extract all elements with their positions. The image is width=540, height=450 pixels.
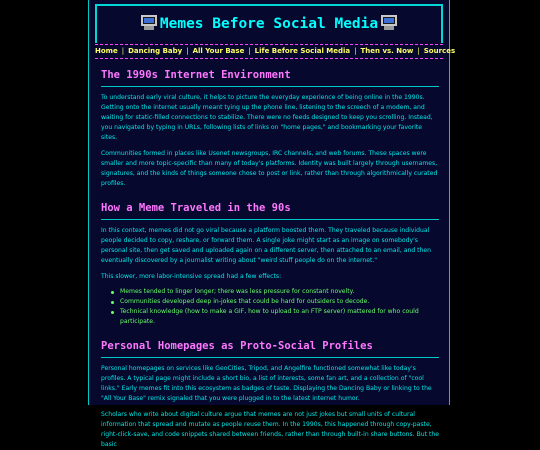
list-item: Communities developed deep in-jokes that could be hard for outsiders to decode. bbox=[120, 297, 439, 307]
list-item: Technical knowledge (how to make a GIF, how to upload to an FTP server) mattered for who could participate. bbox=[120, 307, 439, 327]
paragraph: In this context, memes did not go viral because a platform boosted them. They traveled because individual people decided to copy, reshare, or forward them. A single joke might start as an image on somebody's personal site, then get saved and uploaded again on a different server, then attached to an email, and then eventually discovered by a journalist writing about "weird stuff people do on the internet." bbox=[101, 227, 432, 264]
page-container bbox=[88, 0, 456, 448]
section-heading: Personal Homepages as Proto-Social Profiles bbox=[101, 337, 439, 358]
section-1990s-internet bbox=[101, 66, 439, 189]
site-title-text: Memes Before Social Media bbox=[159, 16, 379, 32]
paragraph: Communities formed in places like Usenet newsgroups, IRC channels, and web forums. These spaces were smaller and more topic-specific than many of today's platforms. Identity was built largely through usernames, signatures, and the kinds of things someone chose to post or link, rather than through algorithmically curated profiles. bbox=[101, 150, 438, 187]
nav-link-life-before-social-media[interactable]: Life Before Social Media bbox=[254, 47, 351, 55]
paragraph: To understand early viral culture, it helps to picture the everyday experience of being online in the 1990s. Getting onto the internet usually meant tying up the phone line, listening to the screech of a modem, and waiting for static-filled connections to stabilize. There were no feeds designed to keep you scrolling. Instead, you navigated by typing in URLs, following lists of links on "home pages," and bookmarking your favorite sites. bbox=[101, 94, 433, 141]
paragraph: Personal homepages on services like GeoCities, Tripod, and Angelfire functioned somewhat like today's profiles. A typical page might include a short bio, a list of interests, some fan art, and a collection of "cool links." Early memes fit into this ecosystem as badges of taste. Displaying the Dancing Baby or linking to the "All Your Base" remix signaled that you were plugged in to the latest internet humor. bbox=[101, 365, 432, 402]
site-title bbox=[97, 15, 441, 33]
main-content bbox=[101, 66, 439, 450]
nav-separator: | bbox=[417, 47, 420, 55]
nav-link-then-vs-now[interactable]: Then vs. Now bbox=[360, 47, 414, 55]
list-item: Memes tended to linger longer; there was less pressure for constant novelty. bbox=[120, 287, 439, 297]
effects-list bbox=[101, 287, 439, 327]
section-meme-travel bbox=[101, 199, 439, 327]
nav-separator: | bbox=[186, 47, 189, 55]
nav-link-home[interactable]: Home bbox=[95, 47, 118, 55]
nav-link-sources[interactable]: Sources bbox=[423, 47, 456, 55]
section-heading: The 1990s Internet Environment bbox=[101, 66, 439, 87]
nav-link-all-your-base[interactable]: All Your Base bbox=[192, 47, 245, 55]
main-nav bbox=[95, 44, 456, 59]
paragraph: This slower, more labor-intensive spread had a few effects: bbox=[101, 273, 282, 280]
site-header bbox=[95, 4, 443, 43]
nav-separator: | bbox=[248, 47, 251, 55]
nav-link-dancing-baby[interactable]: Dancing Baby bbox=[128, 47, 183, 55]
nav-separator: | bbox=[121, 47, 125, 55]
paragraph: Scholars who write about digital culture argue that memes are not just jokes but small units of cultural information that spread and mutate as people reuse them. In the 1990s, this happened through copy-paste, right-click-save, and code snippets shared between friends, rather than through built-in share buttons. But the basic bbox=[101, 411, 439, 448]
monitor-icon bbox=[141, 15, 157, 30]
monitor-icon bbox=[381, 15, 397, 30]
nav-separator: | bbox=[354, 47, 357, 55]
section-heading: How a Meme Traveled in the 90s bbox=[101, 199, 439, 220]
section-personal-homepages bbox=[101, 337, 439, 450]
